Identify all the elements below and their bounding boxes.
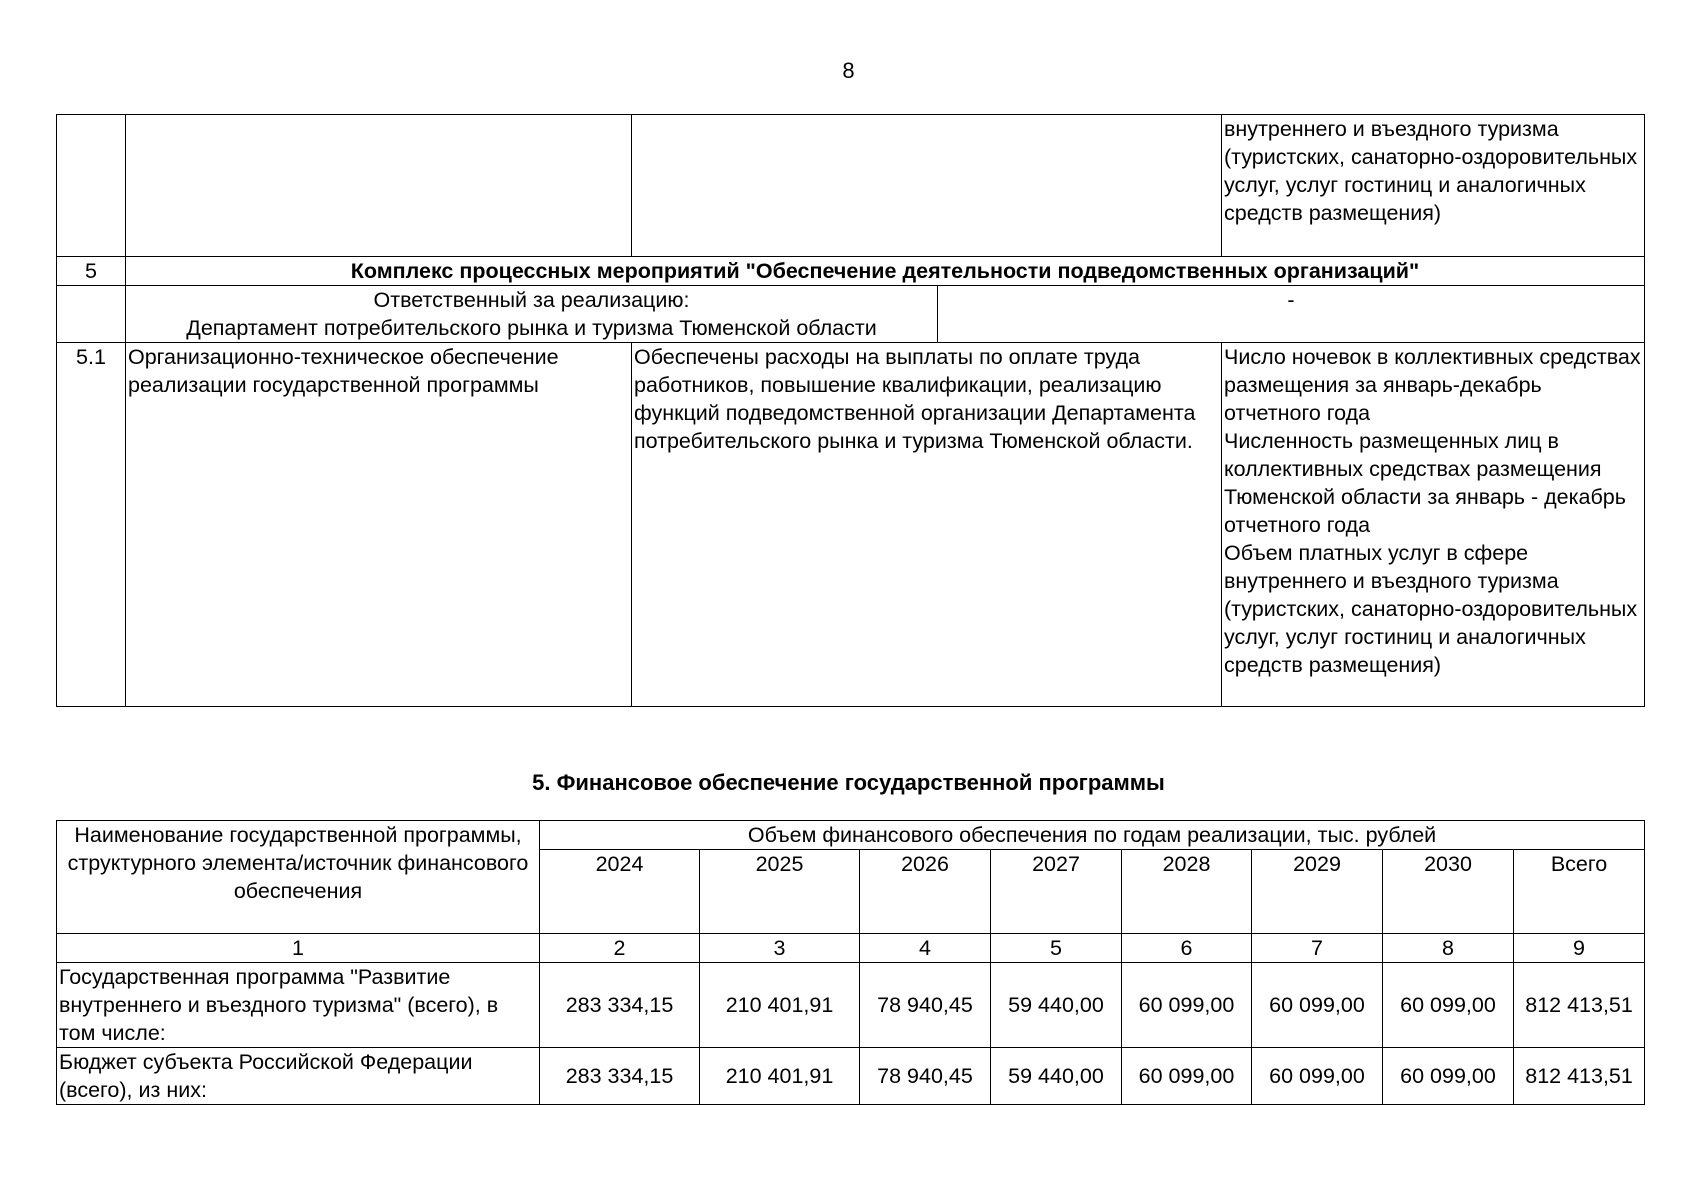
- cont-num-cell: [57, 115, 126, 257]
- responsible-cell: [126, 286, 938, 343]
- column-number: 8: [1383, 934, 1514, 963]
- table-row: [57, 963, 1645, 1048]
- value-cell: 60 099,00: [1383, 963, 1514, 1048]
- row-name: Государственная программа "Развитие внутреннего и въездного туризма" (всего), в том числе:: [57, 963, 540, 1048]
- activities-table: [56, 114, 1645, 707]
- name-header: Наименование государственной программы, структурного элемента/источник финансового обеспечения: [57, 821, 540, 934]
- value-cell: 283 334,15: [540, 1048, 700, 1105]
- year-header: 2028: [1122, 850, 1252, 934]
- value-cell: 78 940,45: [860, 1048, 991, 1105]
- row-name: Бюджет субъекта Российской Федерации (всего), из них:: [57, 1048, 540, 1105]
- year-header: 2024: [540, 850, 700, 934]
- cont-effect-cell: [632, 115, 1222, 257]
- continuation-row: [57, 115, 1645, 257]
- volume-header: Объем финансового обеспечения по годам реализации, тыс. рублей: [540, 821, 1645, 850]
- value-cell: 283 334,15: [540, 963, 700, 1048]
- column-number: 7: [1252, 934, 1383, 963]
- column-number: 4: [860, 934, 991, 963]
- value-cell: 59 440,00: [991, 1048, 1122, 1105]
- page-number: 8: [842, 58, 855, 83]
- responsible-empty-cell: [57, 286, 126, 343]
- header-row-1: [57, 821, 1645, 850]
- value-cell: 59 440,00: [991, 963, 1122, 1048]
- value-cell: 60 099,00: [1252, 1048, 1383, 1105]
- year-header: 2025: [700, 850, 860, 934]
- value-cell: 60 099,00: [1122, 963, 1252, 1048]
- item-task: Организационно-техническое обеспечение реализации государственной программы: [126, 343, 632, 707]
- column-number: 5: [991, 934, 1122, 963]
- year-header: 2026: [860, 850, 991, 934]
- indicator-1: Число ночевок в коллективных средствах размещения за январь-декабрь отчетного года: [1224, 345, 1641, 425]
- column-number: 1: [57, 934, 540, 963]
- item-indicators: [1222, 343, 1645, 707]
- column-number: 9: [1514, 934, 1645, 963]
- section-row: [57, 257, 1645, 286]
- responsible-row: [57, 286, 1645, 343]
- table-row: [57, 1048, 1645, 1105]
- responsible-label: Ответственный за реализацию:: [373, 288, 690, 312]
- item-number: 5.1: [57, 343, 126, 707]
- indicator-3: Объем платных услуг в сфере внутреннего и въездного туризма (туристских, санаторно-оздоровительных услуг, услуг гостиниц и аналогичных средств размещения): [1224, 541, 1638, 677]
- year-header: 2030: [1383, 850, 1514, 934]
- column-number: 2: [540, 934, 700, 963]
- item-effect: Обеспечены расходы на выплаты по оплате труда работников, повышение квалификации, реализацию функций подведомственной организации Департамента потребительского рынка и туризма Тюменской области.: [632, 343, 1222, 707]
- column-number: 3: [700, 934, 860, 963]
- cont-indicator-cell: внутреннего и въездного туризма (туристских, санаторно-оздоровительных услуг, услуг гостиниц и аналогичных средств размещения): [1222, 115, 1645, 257]
- year-header: 2027: [991, 850, 1122, 934]
- value-cell: 60 099,00: [1252, 963, 1383, 1048]
- responsible-value: -: [938, 286, 1645, 343]
- item-row: [57, 343, 1645, 707]
- value-cell: 78 940,45: [860, 963, 991, 1048]
- value-cell: 210 401,91: [700, 1048, 860, 1105]
- value-cell: 210 401,91: [700, 963, 860, 1048]
- section-number: 5: [57, 257, 126, 286]
- value-cell: 812 413,51: [1514, 963, 1645, 1048]
- value-cell: 812 413,51: [1514, 1048, 1645, 1105]
- indicator-2: Численность размещенных лиц в коллективных средствах размещения Тюменской области за январь - декабрь отчетного года: [1224, 429, 1626, 537]
- year-header: 2029: [1252, 850, 1383, 934]
- cont-task-cell: [126, 115, 632, 257]
- value-cell: 60 099,00: [1383, 1048, 1514, 1105]
- value-cell: 60 099,00: [1122, 1048, 1252, 1105]
- column-number-row: [57, 934, 1645, 963]
- section-heading: 5. Финансовое обеспечение государственной программы: [532, 770, 1165, 795]
- section-title-cell: Комплекс процессных мероприятий "Обеспечение деятельности подведомственных организаций": [126, 257, 1645, 286]
- year-header: Всего: [1514, 850, 1645, 934]
- responsible-department: Департамент потребительского рынка и туризма Тюменской области: [186, 316, 877, 340]
- financing-table: [56, 820, 1645, 1105]
- column-number: 6: [1122, 934, 1252, 963]
